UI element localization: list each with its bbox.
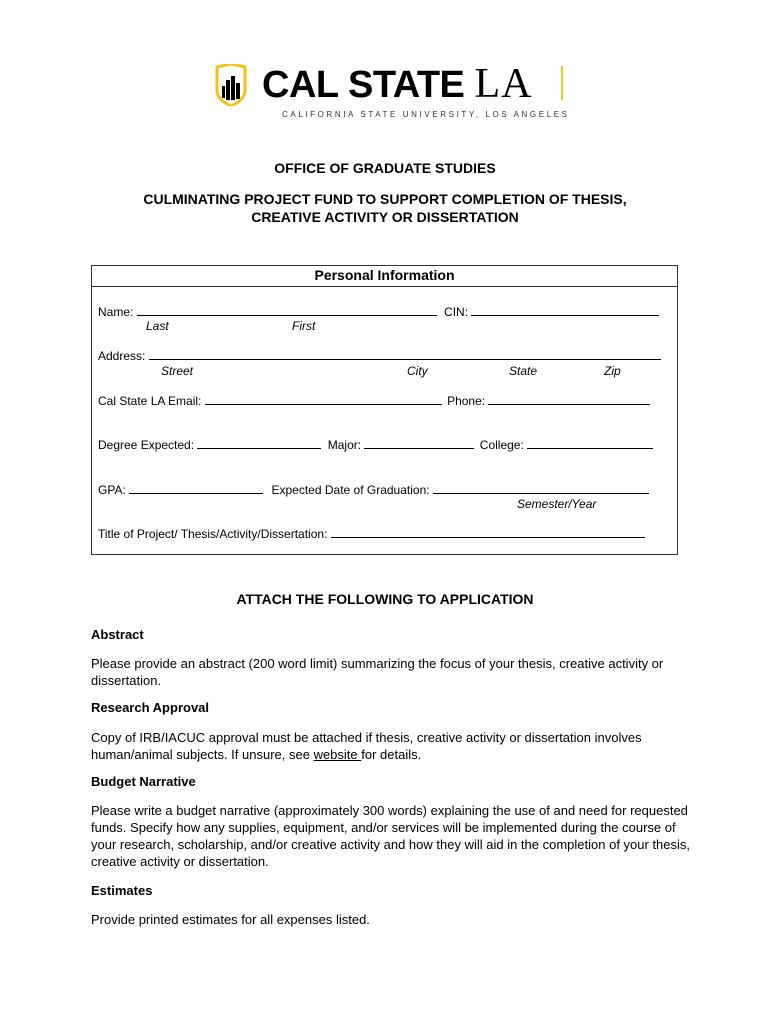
name-row [98, 305, 659, 319]
form-title-line2: CREATIVE ACTIVITY OR DISSERTATION [251, 209, 519, 225]
cin-label: CIN: [444, 305, 469, 319]
degree-label: Degree Expected: [98, 438, 195, 452]
address-street-hint: Street [161, 364, 194, 378]
research-approval-heading: Research Approval [91, 700, 210, 715]
address-field[interactable] [149, 349, 661, 360]
address-city-hint: City [407, 364, 428, 378]
phone-field[interactable] [488, 394, 650, 405]
major-field[interactable] [364, 438, 474, 449]
cal-state-la-shield-icon [214, 64, 248, 106]
research-approval-text [91, 729, 691, 763]
address-zip-hint: Zip [604, 364, 621, 378]
project-title-row [98, 527, 645, 541]
office-title: OFFICE OF GRADUATE STUDIES [274, 160, 496, 176]
abstract-heading: Abstract [91, 627, 144, 642]
name-first-hint: First [292, 319, 316, 333]
budget-narrative-text: Please write a budget narrative (approximately 300 words) explaining the use of and need for requested funds. Specify how any supplies, equipment, and/or services will be implemented during the course of your research, scholarship, and/or creative activity and how they will aid in the completion of your thesis, creative activity or dissertation. [91, 803, 691, 869]
college-label: College: [479, 438, 524, 452]
phone-label: Phone: [447, 394, 486, 408]
budget-narrative-heading: Budget Narrative [91, 774, 196, 789]
personal-information-heading: Personal Information [314, 267, 455, 283]
email-field[interactable] [205, 394, 442, 405]
form-title-line1: CULMINATING PROJECT FUND TO SUPPORT COMPLETION OF THESIS, [143, 191, 627, 207]
gpa-label: GPA: [98, 483, 126, 497]
address-row [98, 349, 661, 363]
research-approval-text-before: Copy of IRB/IACUC approval must be attached if thesis, creative activity or dissertation involves human/animal subjects. If unsure, see [91, 730, 642, 762]
gpa-row [98, 483, 649, 497]
logo-text-la: LA [474, 61, 533, 107]
graduation-date-hint: Semester/Year [517, 497, 597, 511]
attach-heading: ATTACH THE FOLLOWING TO APPLICATION [236, 591, 534, 607]
graduation-date-label: Expected Date of Graduation: [271, 483, 430, 497]
address-label: Address: [98, 349, 146, 363]
logo-wordmark [262, 60, 532, 109]
name-field[interactable] [137, 305, 437, 316]
graduation-date-field[interactable] [433, 483, 649, 494]
degree-field[interactable] [197, 438, 321, 449]
college-field[interactable] [527, 438, 653, 449]
research-approval-text-after: for details. [361, 747, 422, 762]
project-title-field[interactable] [331, 527, 645, 538]
logo-divider [561, 66, 563, 100]
section-divider [91, 286, 678, 287]
degree-row [98, 438, 653, 452]
logo-subtitle: CALIFORNIA STATE UNIVERSITY, LOS ANGELES [282, 110, 570, 119]
estimates-text: Provide printed estimates for all expenses listed. [91, 912, 370, 927]
name-last-hint: Last [146, 319, 169, 333]
gpa-field[interactable] [129, 483, 263, 494]
name-label: Name: [98, 305, 134, 319]
logo-text: CAL STATE [262, 64, 465, 106]
abstract-text: Please provide an abstract (200 word limit) summarizing the focus of your thesis, creative activity or dissertation. [91, 656, 664, 688]
estimates-heading: Estimates [91, 883, 153, 898]
project-title-label: Title of Project/ Thesis/Activity/Dissertation: [98, 527, 328, 541]
email-phone-row [98, 394, 650, 408]
major-label: Major: [327, 438, 362, 452]
email-label: Cal State LA Email: [98, 394, 202, 408]
address-state-hint: State [509, 364, 538, 378]
cin-field[interactable] [471, 305, 659, 316]
website-link[interactable]: website [313, 747, 362, 762]
